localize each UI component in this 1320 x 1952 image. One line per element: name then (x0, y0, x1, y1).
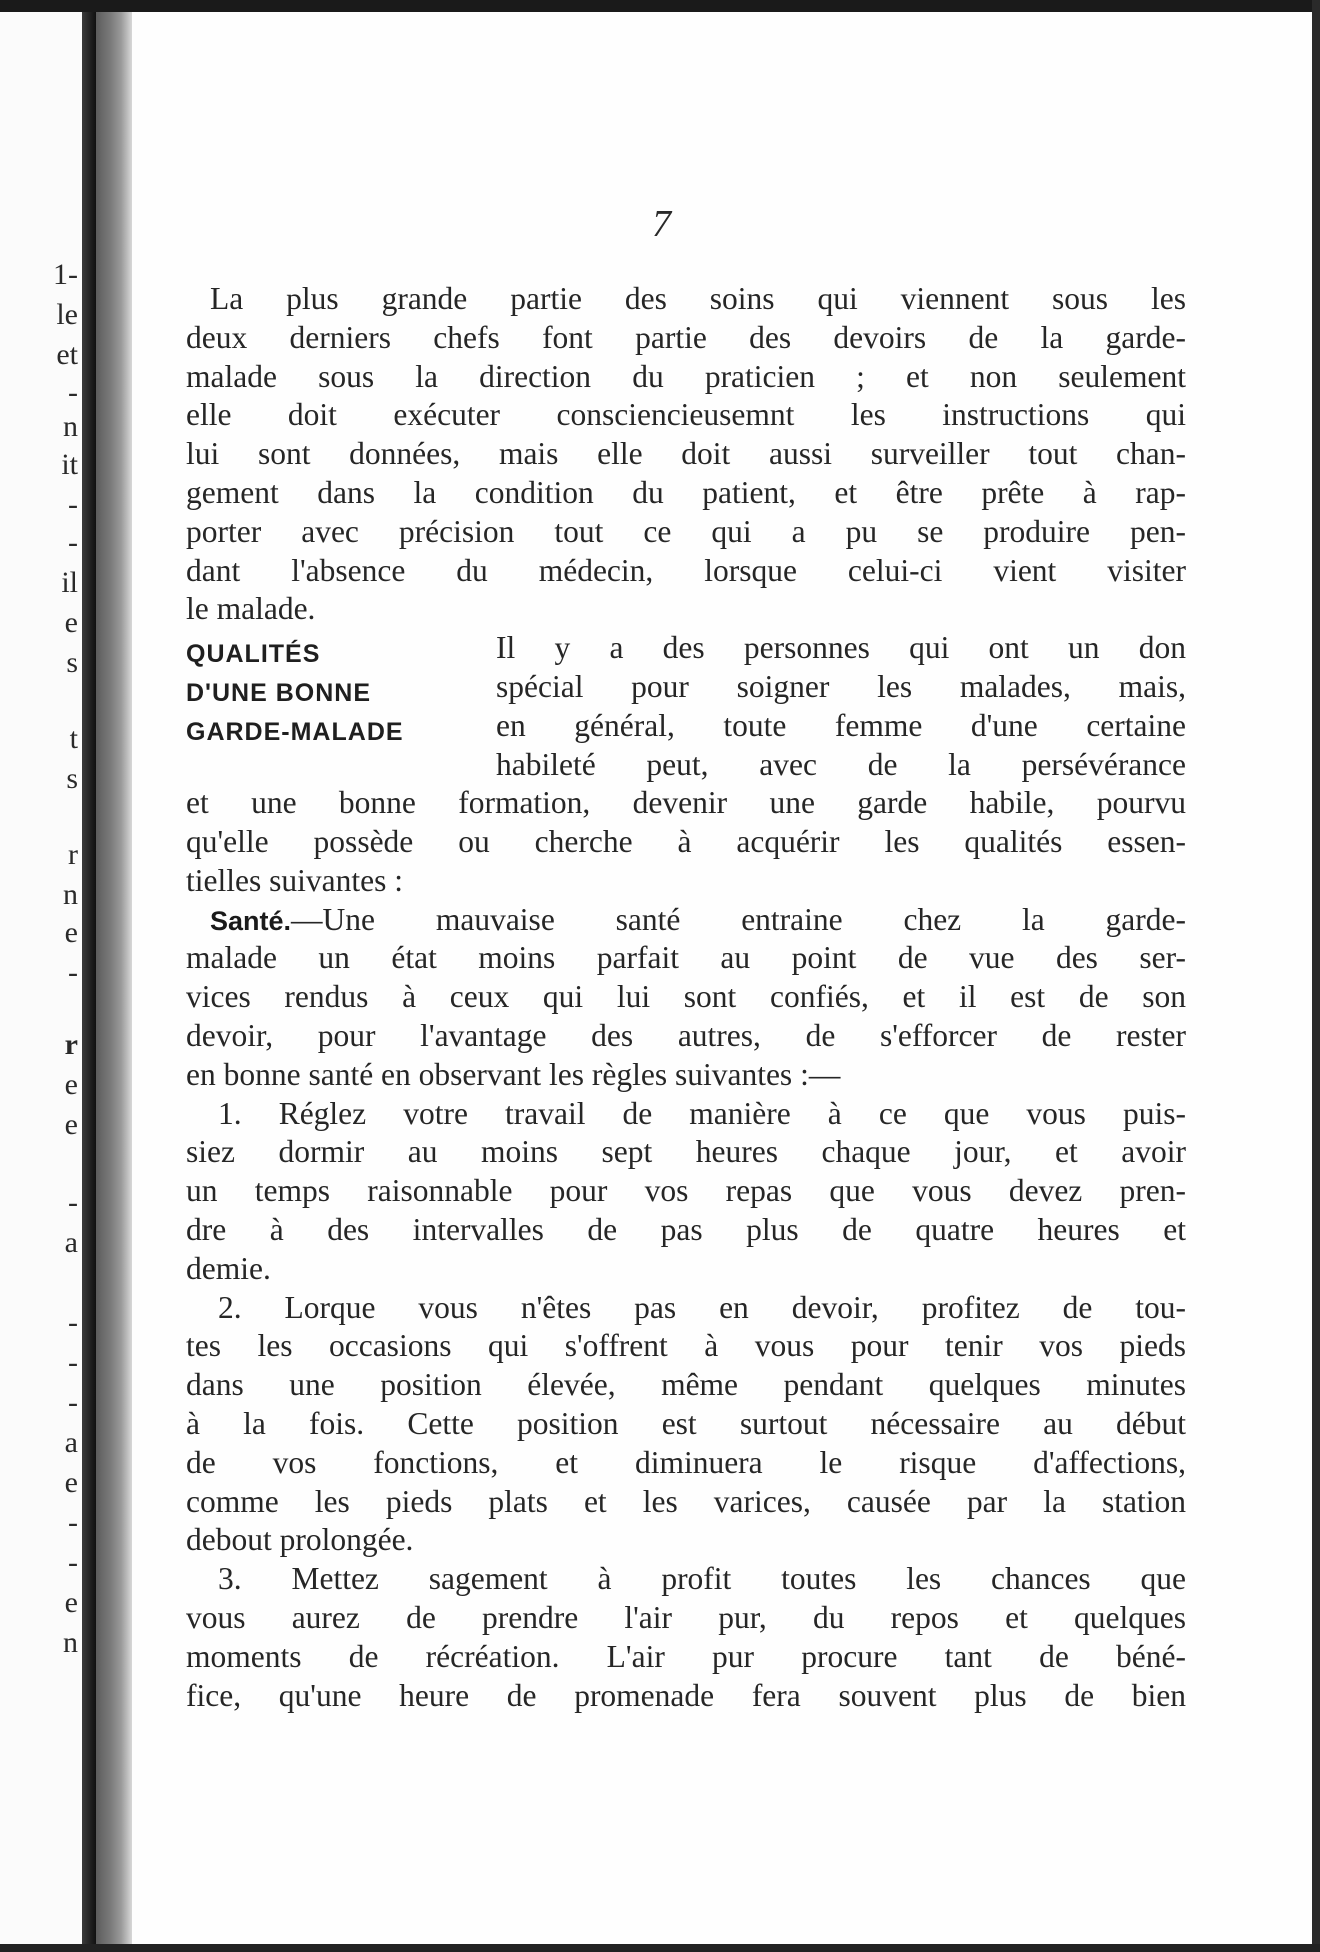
run-in-heading: Santé. (210, 905, 292, 936)
facing-page-fragment: e (64, 606, 78, 639)
text-segment: —Une mauvaise santé entraine chez la garde- (291, 901, 1186, 937)
text-line: elle doit exécuter consciencieusemnt les instructions qui (186, 397, 1186, 433)
text-line: à la fois. Cette position est surtout nécessaire au début (186, 1405, 1186, 1441)
text-line: moments de récréation. L'air pur procure tant de béné- (186, 1638, 1186, 1674)
facing-page-fragment: - (68, 1186, 78, 1219)
facing-page-fragment: r (68, 838, 78, 871)
text-line: vous aurez de prendre l'air pur, du repos et quelques (186, 1599, 1186, 1635)
paragraph-sante (186, 901, 1186, 1095)
facing-page-fragment: - (68, 1506, 78, 1539)
scan-bottom-edge (0, 1944, 1320, 1952)
book-gutter (82, 12, 96, 1944)
facing-page-fragment: r (64, 1028, 78, 1061)
facing-page-fragment: le (56, 298, 78, 331)
text-line: 3. Mettez sagement à profit toutes les chances que (218, 1561, 1186, 1597)
facing-page-fragment: a (64, 1426, 78, 1459)
facing-page-fragment: n (63, 878, 78, 911)
facing-page-fragment: - (68, 956, 78, 989)
facing-page-fragment: e (64, 1466, 78, 1499)
facing-page-fragment: 1- (53, 258, 78, 291)
section-continuation (186, 784, 1186, 900)
text-line: porter avec précision tout ce qui a pu se produire pen- (186, 513, 1186, 549)
facing-page-fragment: et (56, 338, 78, 371)
text-line: dant l'absence du médecin, lorsque celui-ci vient visiter (186, 552, 1186, 588)
text-line: devoir, pour l'avantage des autres, de s'efforcer de rester (186, 1017, 1186, 1053)
text-line: deux derniers chefs font partie des devoirs de la garde- (186, 319, 1186, 355)
section-heading-line: QUALITÉS (186, 640, 321, 669)
section-heading (186, 635, 456, 751)
book-page (132, 12, 1312, 1944)
text-line: malade un état moins parfait au point de vue des ser- (186, 940, 1186, 976)
rule-2 (186, 1289, 1186, 1561)
page-number: 7 (652, 203, 671, 245)
facing-page-fragment: - (68, 488, 78, 521)
facing-page-fragment: - (68, 1306, 78, 1339)
page-body (186, 280, 1186, 1715)
facing-page-fragment: t (69, 722, 78, 755)
text-line: fice, qu'une heure de promenade fera souvent plus de bien (186, 1677, 1186, 1713)
facing-page-fragment: - (68, 1546, 78, 1579)
text-line: habileté peut, avec de la persévérance (496, 746, 1186, 782)
facing-page-fragment: s (66, 646, 78, 679)
facing-page-fragment: s (66, 762, 78, 795)
gutter-shadow (96, 12, 132, 1944)
facing-page-fragment: - (68, 1386, 78, 1419)
facing-page-fragment: il (61, 566, 78, 599)
facing-page-fragment: - (68, 526, 78, 559)
text-line: demie. (186, 1250, 271, 1286)
scan-top-edge (0, 0, 1320, 12)
rule-1 (186, 1095, 1186, 1289)
text-line: comme les pieds plats et les varices, causée par la station (186, 1483, 1186, 1519)
text-line: debout prolongée. (186, 1522, 414, 1558)
text-line: tielles suivantes : (186, 862, 403, 898)
text-line: dre à des intervalles de pas plus de quatre heures et (186, 1211, 1186, 1247)
text-line: Il y a des personnes qui ont un don (496, 630, 1186, 666)
text-line: un temps raisonnable pour vos repas que vous devez pren- (186, 1173, 1186, 1209)
text-line: spécial pour soigner les malades, mais, (496, 668, 1186, 704)
text-line: en général, toute femme d'une certaine (496, 707, 1186, 743)
facing-page-fragment: e (64, 1108, 78, 1141)
text-line: et une bonne formation, devenir une garde habile, pourvu (186, 785, 1186, 821)
text-line: vices rendus à ceux qui lui sont confiés, et il est de son (186, 979, 1186, 1015)
facing-page-fragment: e (64, 916, 78, 949)
facing-page-fragment: - (68, 1346, 78, 1379)
text-line (186, 901, 1186, 940)
text-line: dans une position élevée, même pendant quelques minutes (186, 1367, 1186, 1403)
paragraph-intro (186, 280, 1186, 629)
text-line: le malade. (186, 591, 316, 627)
facing-page-fragment: n (63, 410, 78, 443)
text-line: de vos fonctions, et diminuera le risque d'affections, (186, 1444, 1186, 1480)
facing-page-fragment: it (61, 448, 78, 481)
section-heading-line: GARDE-MALADE (186, 717, 404, 746)
facing-page-fragment: e (64, 1586, 78, 1619)
text-line: qu'elle possède ou cherche à acquérir les qualités essen- (186, 823, 1186, 859)
text-line: 2. Lorque vous n'êtes pas en devoir, profitez de tou- (218, 1289, 1186, 1325)
section-heading-line: D'UNE BONNE (186, 678, 372, 707)
rule-3 (186, 1560, 1186, 1715)
facing-page-sliver (0, 12, 82, 1944)
facing-page-fragment: n (63, 1626, 78, 1659)
section-side-text (496, 629, 1186, 784)
text-line: siez dormir au moins sept heures chaque jour, et avoir (186, 1134, 1186, 1170)
facing-page-fragment: - (68, 376, 78, 409)
text-line: La plus grande partie des soins qui viennent sous les (210, 281, 1186, 316)
facing-page-fragment: e (64, 1068, 78, 1101)
text-line: gement dans la condition du patient, et être prête à rap- (186, 474, 1186, 510)
text-line: tes les occasions qui s'offrent à vous pour tenir vos pieds (186, 1328, 1186, 1364)
text-line: lui sont données, mais elle doit aussi surveiller tout chan- (186, 436, 1186, 472)
section-qualites (186, 629, 1186, 784)
scan-right-edge (1312, 0, 1320, 1952)
text-line: malade sous la direction du praticien ; et non seulement (186, 358, 1186, 394)
text-line: 1. Réglez votre travail de manière à ce que vous puis- (218, 1095, 1186, 1131)
facing-page-fragment: a (64, 1226, 78, 1259)
text-line: en bonne santé en observant les règles suivantes :— (186, 1056, 841, 1092)
